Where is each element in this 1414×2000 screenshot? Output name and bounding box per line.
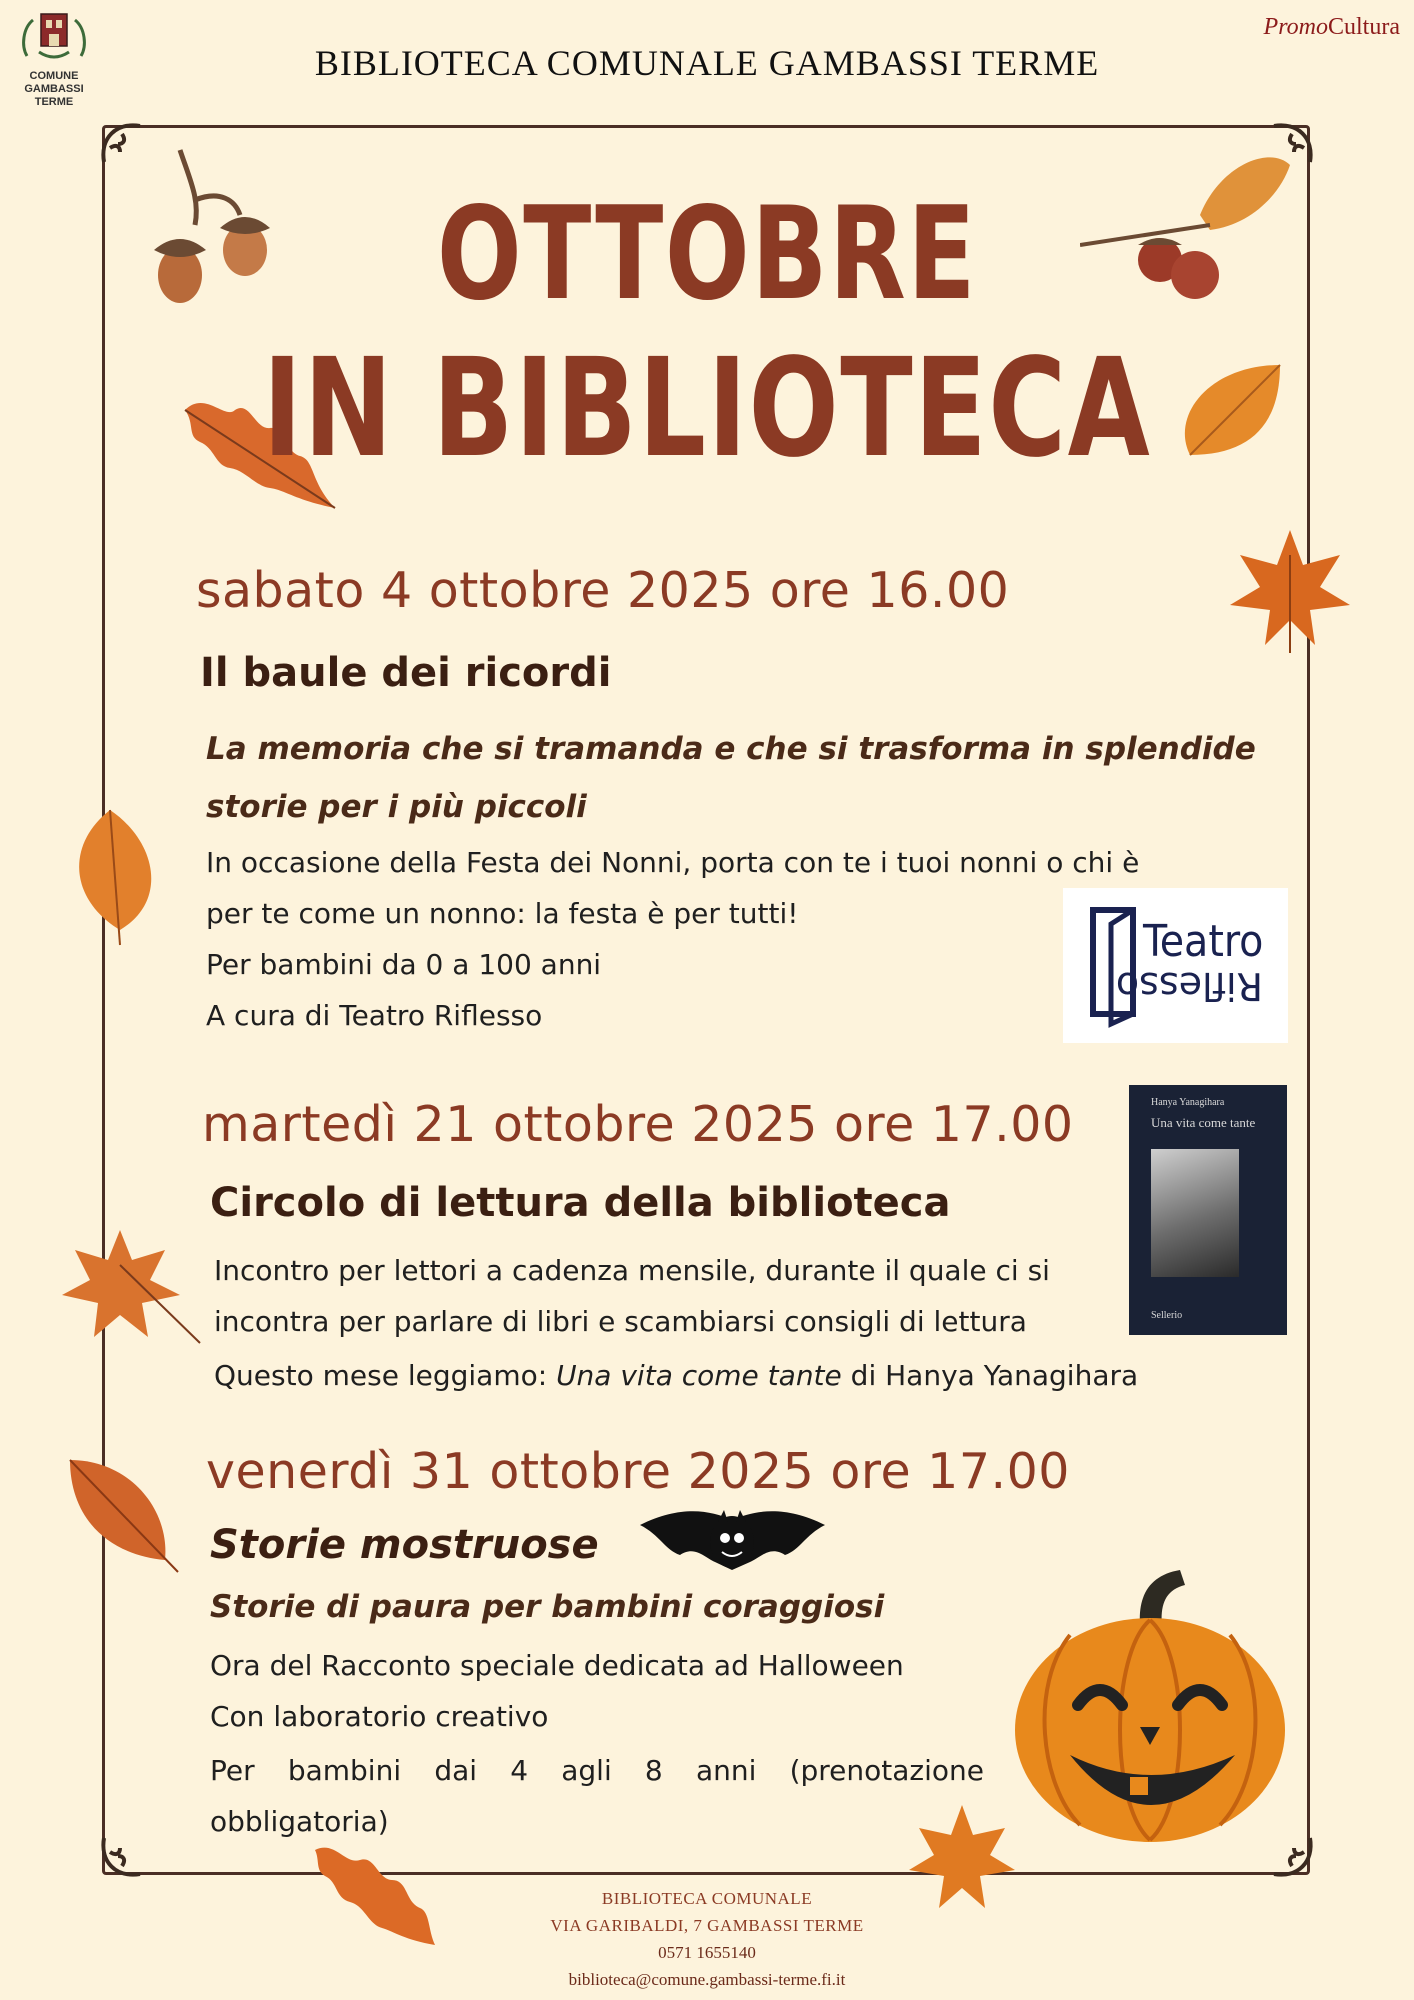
event2-reading-line (214, 1350, 1138, 1401)
event3-age-line1: Per bambini dai 4 agli 8 anni (prenotazione (210, 1754, 984, 1787)
event1-date: sabato 4 ottobre 2025 ore 16.00 (196, 562, 1010, 619)
corner-ornament-icon (96, 1826, 152, 1882)
event3-body-line: Ora del Racconto speciale dedicata ad Halloween (210, 1649, 904, 1682)
event1-body-line: In occasione della Festa dei Nonni, porta con te i tuoi nonni o chi è (206, 846, 1140, 879)
logo-caption-line1: COMUNE (29, 70, 79, 82)
footer-library-name: BIBLIOTECA COMUNALE (601, 1889, 813, 1908)
footer-phone: 0571 1655140 (658, 1943, 756, 1962)
logo-caption-line2: GAMBASSI TERME (24, 83, 84, 108)
poster-title-line2: IN BIBLIOTECA (262, 330, 1152, 488)
footer-email-link[interactable]: biblioteca@comune.gambassi-terme.fi.it (568, 1970, 846, 1989)
reading-book-title: Una vita come tante (556, 1359, 842, 1392)
footer-address: VIA GARIBALDI, 7 GAMBASSI TERME (550, 1916, 864, 1935)
promo-logo-word2: Cultura (1328, 14, 1400, 40)
promo-logo-word1: Promo (1263, 14, 1328, 40)
event3-date: venerdì 31 ottobre 2025 ore 17.00 (206, 1443, 1070, 1500)
event1-subtitle-line1: La memoria che si tramanda e che si trasforma in splendide (206, 731, 1256, 767)
event2-date: martedì 21 ottobre 2025 ore 17.00 (202, 1096, 1074, 1153)
book-cover-author: Hanya Yanagihara (1151, 1097, 1225, 1108)
book-cover-publisher: Sellerio (1151, 1310, 1183, 1321)
event3-title: Storie mostruose (210, 1522, 599, 1568)
riflesso-logo-word2: Riflesso (1115, 964, 1263, 1008)
event1-subtitle-line2: storie per i più piccoli (206, 789, 587, 825)
jack-o-lantern-icon (1010, 1565, 1290, 1845)
footer-contact (0, 1885, 1414, 1993)
bat-icon (640, 1500, 825, 1585)
maple-leaf-icon (1225, 525, 1355, 655)
event1-body-line: A cura di Teatro Riflesso (206, 999, 543, 1032)
book-cover-photo (1151, 1149, 1239, 1277)
teatro-riflesso-logo (1063, 888, 1288, 1043)
poster-title-line1: OTTOBRE (436, 180, 978, 329)
event2-title: Circolo di lettura della biblioteca (210, 1180, 951, 1226)
reading-suffix: di Hanya Yanagihara (841, 1359, 1139, 1392)
reading-prefix: Questo mese leggiamo: (214, 1359, 557, 1392)
event2-body-line: incontra per parlare di libri e scambiarsi consigli di lettura (214, 1305, 1027, 1338)
promo-cultura-logo (1264, 14, 1400, 41)
event1-body-line: Per bambini da 0 a 100 anni (206, 948, 602, 981)
event2-body-line: Incontro per lettori a cadenza mensile, durante il quale ci si (214, 1254, 1050, 1287)
teatro-logo-word1: Teatro (1143, 916, 1264, 967)
event3-body-line: Con laboratorio creativo (210, 1700, 549, 1733)
leaf-icon (60, 1450, 180, 1575)
event3-subtitle: Storie di paura per bambini coraggiosi (210, 1589, 885, 1625)
header-title: BIBLIOTECA COMUNALE GAMBASSI TERME (314, 43, 1100, 83)
maple-leaf-icon (60, 1225, 205, 1355)
book-cover (1129, 1085, 1287, 1335)
event1-body-line: per te come un nonno: la festa è per tutti! (206, 897, 799, 930)
book-cover-title: Una vita come tante (1151, 1115, 1256, 1130)
event1-title: Il baule dei ricordi (200, 650, 612, 696)
event3-age-line2: obbligatoria) (210, 1805, 389, 1838)
leaf-icon (60, 805, 170, 950)
